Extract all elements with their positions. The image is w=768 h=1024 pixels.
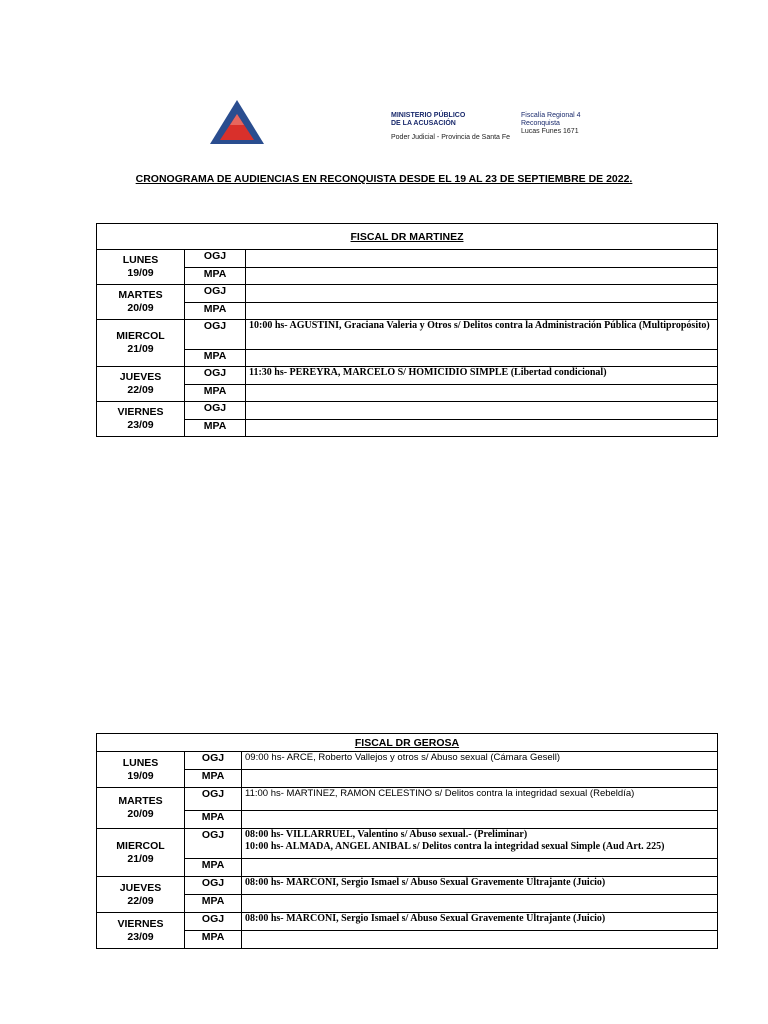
- org-name-line1: MINISTERIO PÚBLICO: [391, 112, 466, 119]
- day-cell: [97, 367, 185, 402]
- schedule-table-martinez: [96, 223, 718, 437]
- day-cell: [97, 320, 185, 367]
- day-cell: [97, 250, 185, 285]
- mpa-label: MPA: [185, 268, 246, 285]
- hearing-entry: 08:00 hs- MARCONI, Sergio Ismael s/ Abuso Sexual Gravemente Ultrajante (Juicio): [245, 877, 606, 888]
- mpa-logo-icon: [210, 100, 264, 146]
- fiscalia-city: Reconquista: [521, 120, 560, 127]
- mpa-entries: [246, 385, 718, 402]
- mpa-label: MPA: [185, 420, 246, 437]
- hearing-entry: 08:00 hs- MARCONI, Sergio Ismael s/ Abuso Sexual Gravemente Ultrajante (Juicio): [245, 913, 606, 924]
- ogj-label: OGJ: [185, 320, 246, 350]
- ogj-label: OGJ: [185, 788, 242, 811]
- ogj-label: OGJ: [185, 913, 242, 931]
- mpa-label: MPA: [185, 895, 242, 913]
- day-date: 23/09: [127, 419, 154, 431]
- day-name: MIERCOL: [116, 839, 165, 852]
- document-title: CRONOGRAMA DE AUDIENCIAS EN RECONQUISTA DESDE EL 19 AL 23 DE SEPTIEMBRE DE 2022.: [135, 173, 633, 185]
- day-date: 19/09: [127, 267, 154, 279]
- ogj-label: OGJ: [185, 250, 246, 268]
- hearing-entry: 10:00 hs- AGUSTINI, Graciana Valeria y Otros s/ Delitos contra la Administración Pública (Multipropósito): [249, 320, 710, 331]
- org-subtitle: Poder Judicial - Provincia de Santa Fe: [391, 134, 511, 141]
- day-name: VIERNES: [117, 917, 164, 930]
- mpa-entries: [246, 303, 718, 320]
- ogj-label: OGJ: [185, 285, 246, 303]
- hearing-entry: 11:30 hs- PEREYRA, MARCELO S/ HOMICIDIO SIMPLE (Libertad condicional): [249, 367, 607, 378]
- ogj-entries: [246, 402, 718, 420]
- day-cell: [97, 788, 185, 829]
- day-date: 22/09: [127, 384, 154, 396]
- day-cell: [97, 913, 185, 949]
- ogj-label: OGJ: [185, 752, 242, 770]
- day-name: MARTES: [118, 289, 163, 301]
- mpa-entries: [246, 420, 718, 437]
- day-cell: [97, 877, 185, 913]
- ogj-entries: [246, 250, 718, 268]
- hearing-entry: 11:00 hs- MARTINEZ, RAMON CELESTINO s/ Delitos contra la integridad sexual (Rebeldía): [245, 788, 635, 799]
- ogj-label: OGJ: [185, 829, 242, 859]
- day-cell: [97, 829, 185, 877]
- fiscal-header: FISCAL DR GEROSA: [97, 734, 718, 752]
- day-date: 22/09: [127, 894, 154, 907]
- mpa-entries: [242, 859, 718, 877]
- mpa-entries: [242, 811, 718, 829]
- mpa-label: MPA: [185, 303, 246, 320]
- mpa-entries: [242, 931, 718, 949]
- day-date: 21/09: [127, 852, 154, 865]
- day-date: 20/09: [127, 808, 154, 820]
- hearing-entry: 10:00 hs- ALMADA, ANGEL ANIBAL s/ Delitos contra la integridad sexual Simple (Aud Art. 225): [245, 841, 665, 852]
- ogj-label: OGJ: [185, 367, 246, 385]
- ogj-entries: [242, 788, 718, 811]
- day-date: 23/09: [127, 930, 154, 943]
- fiscalia-header: [521, 112, 581, 136]
- ogj-entries: [242, 829, 718, 859]
- ogj-entries: [242, 752, 718, 770]
- mpa-entries: [246, 268, 718, 285]
- day-cell: [97, 402, 185, 437]
- day-cell: [97, 285, 185, 320]
- fiscalia-address: Lucas Funes 1671: [521, 128, 579, 135]
- mpa-label: MPA: [185, 811, 242, 829]
- day-name: MARTES: [118, 795, 163, 807]
- org-name-line2: DE LA ACUSACIÓN: [391, 120, 456, 127]
- day-name: MIERCOL: [116, 330, 165, 342]
- day-name: VIERNES: [117, 406, 164, 418]
- ogj-entries: [246, 285, 718, 303]
- day-cell: [97, 752, 185, 788]
- ogj-label: OGJ: [185, 877, 242, 895]
- ogj-entries: [246, 320, 718, 350]
- fiscal-header: FISCAL DR MARTINEZ: [97, 224, 718, 250]
- mpa-label: MPA: [185, 770, 242, 788]
- fiscalia-name: Fiscalía Regional 4: [521, 112, 581, 119]
- day-name: JUEVES: [119, 881, 162, 894]
- day-date: 21/09: [127, 343, 154, 355]
- mpa-label: MPA: [185, 859, 242, 877]
- day-name: LUNES: [122, 756, 159, 769]
- schedule-table-gerosa: [96, 733, 718, 949]
- mpa-entries: [242, 770, 718, 788]
- day-date: 19/09: [127, 769, 154, 782]
- ogj-label: OGJ: [185, 402, 246, 420]
- mpa-label: MPA: [185, 385, 246, 402]
- day-date: 20/09: [127, 302, 154, 314]
- mpa-entries: [246, 350, 718, 367]
- day-name: LUNES: [122, 254, 159, 266]
- day-name: JUEVES: [119, 371, 162, 383]
- mpa-entries: [242, 895, 718, 913]
- ogj-entries: [242, 913, 718, 931]
- ogj-entries: [246, 367, 718, 385]
- mpa-label: MPA: [185, 931, 242, 949]
- mpa-label: MPA: [185, 350, 246, 367]
- ogj-entries: [242, 877, 718, 895]
- hearing-entry: 08:00 hs- VILLARRUEL, Valentino s/ Abuso sexual.- (Preliminar): [245, 829, 528, 840]
- organization-header: [391, 112, 510, 142]
- hearing-entry: 09:00 hs- ARCE, Roberto Vallejos y otros s/ Abuso sexual (Cámara Gesell): [245, 752, 561, 763]
